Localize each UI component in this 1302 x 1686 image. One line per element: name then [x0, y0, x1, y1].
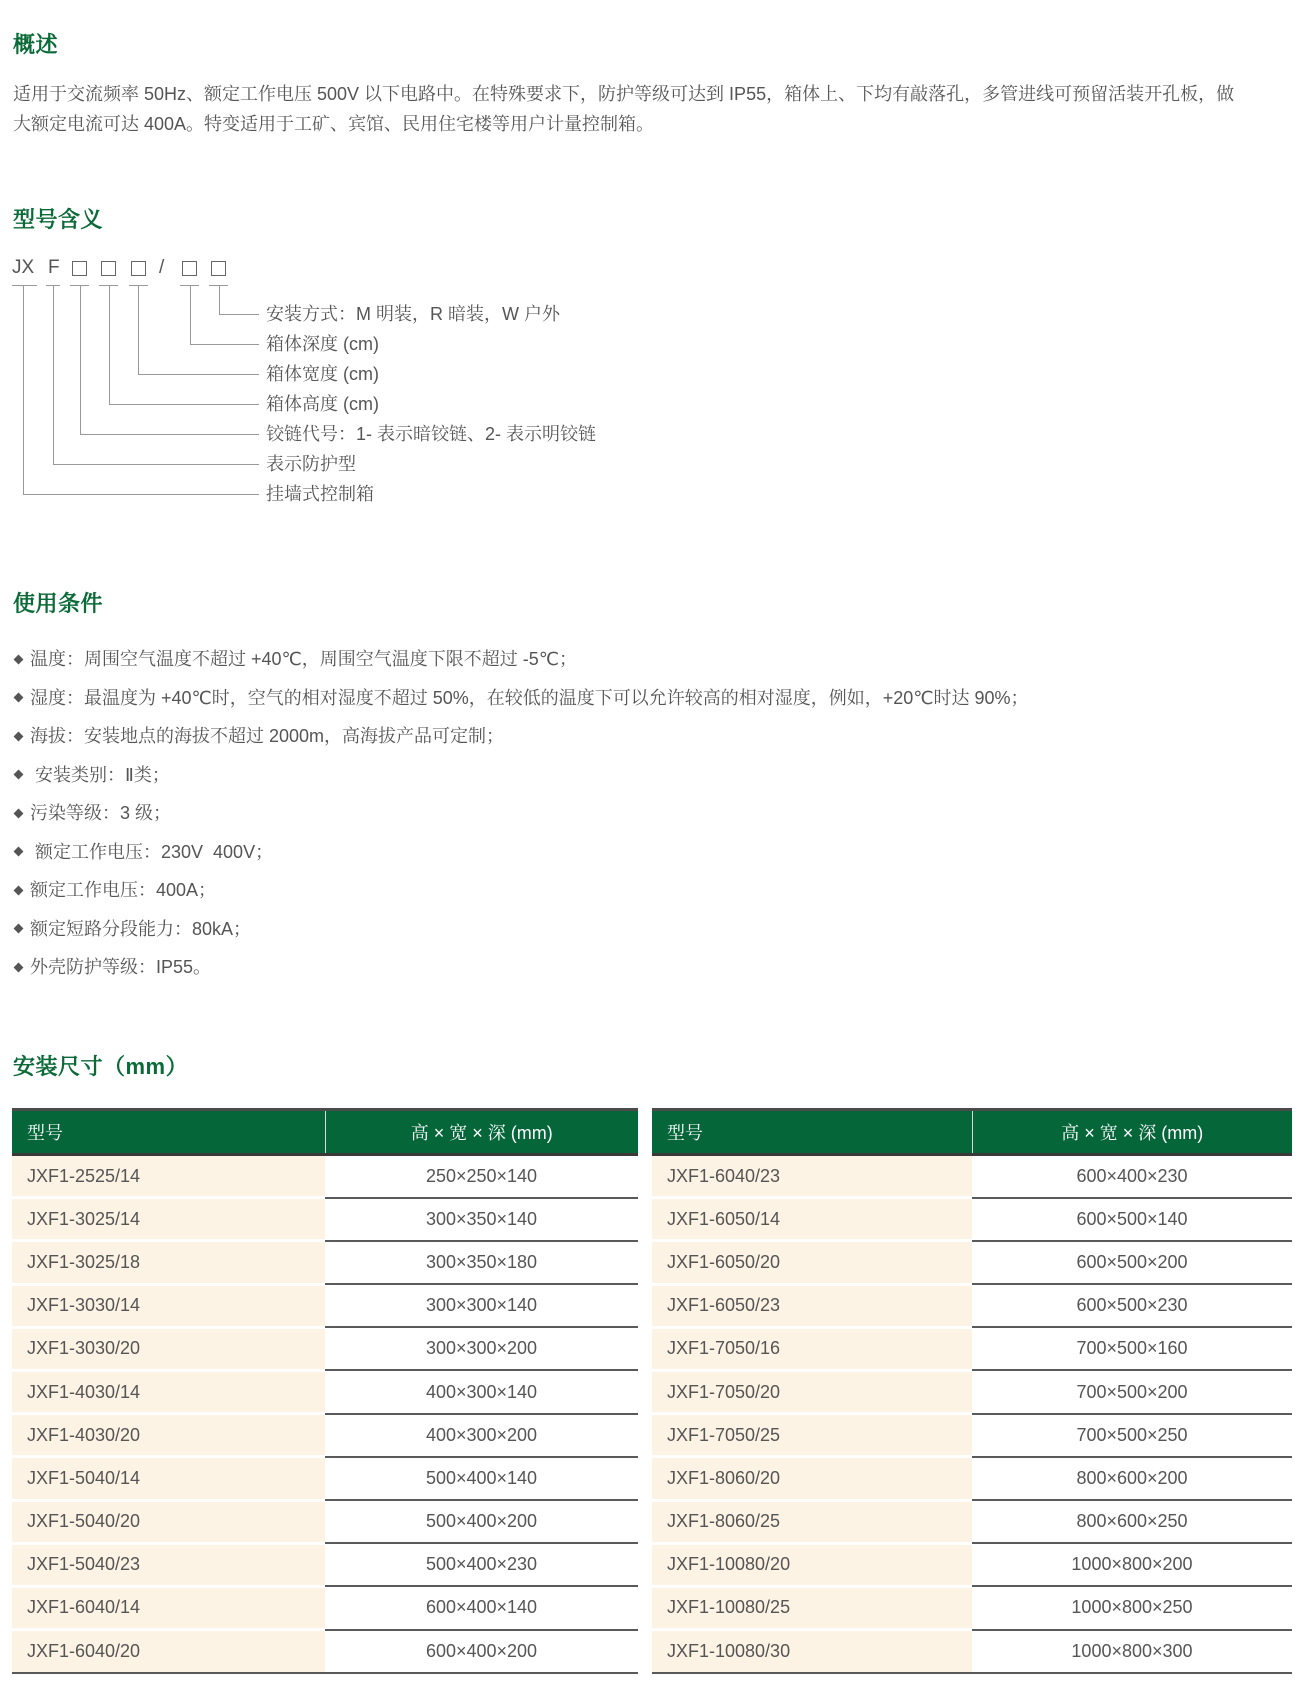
cell-size: 800×600×200 [972, 1457, 1292, 1500]
diamond-bullet-icon [14, 770, 24, 780]
code-slot-height [101, 261, 116, 276]
leader-line [190, 344, 259, 345]
leader-line [80, 286, 81, 434]
diamond-bullet-icon [14, 731, 24, 741]
condition-install-category: 安装类别：Ⅱ类； [13, 756, 1213, 795]
cell-model: JXF1-6050/23 [652, 1284, 972, 1327]
cell-model: JXF1-3030/20 [12, 1327, 325, 1370]
cell-size: 400×300×140 [325, 1370, 638, 1413]
cell-size: 600×500×200 [972, 1241, 1292, 1284]
leader-line [109, 286, 110, 404]
code-slot-width [131, 261, 146, 276]
cell-size: 1000×800×200 [972, 1543, 1292, 1586]
model-code-diagram [0, 255, 700, 515]
label-wall-mounted: 挂墙式控制箱 [266, 484, 374, 504]
cell-size: 600×400×140 [325, 1586, 638, 1629]
cell-model: JXF1-10080/20 [652, 1543, 972, 1586]
cell-model: JXF1-6040/14 [12, 1586, 325, 1629]
cell-size: 700×500×200 [972, 1370, 1292, 1413]
code-prefix: JX [12, 257, 35, 278]
underline [12, 285, 37, 286]
code-slot-depth [182, 261, 197, 276]
cell-model: JXF1-5040/14 [12, 1457, 325, 1500]
cell-size: 500×400×230 [325, 1543, 638, 1586]
cell-model: JXF1-6050/14 [652, 1198, 972, 1241]
code-f: F [48, 257, 60, 278]
label-width: 箱体宽度 (cm) [266, 364, 379, 384]
leader-line [23, 494, 259, 495]
code-slot-mounting [211, 261, 226, 276]
cell-size: 500×400×140 [325, 1457, 638, 1500]
table-row [652, 1543, 1292, 1586]
table-row [652, 1327, 1292, 1370]
table-row [12, 1370, 638, 1413]
leader-line [138, 286, 139, 374]
leader-line [219, 314, 259, 315]
leader-line [53, 464, 259, 465]
leader-line [138, 374, 259, 375]
table-row [652, 1500, 1292, 1543]
leader-line [53, 286, 54, 464]
overview-title: 概述 [13, 32, 59, 57]
table-row [652, 1198, 1292, 1241]
table-body [652, 1155, 1292, 1673]
diamond-bullet-icon [14, 962, 24, 972]
cell-model: JXF1-4030/20 [12, 1414, 325, 1457]
overview-line: 大额定电流可达 400A。特变适用于工矿、宾馆、民用住宅楼等用户计量控制箱。 [13, 114, 655, 134]
cell-model: JXF1-3030/14 [12, 1284, 325, 1327]
table-row [652, 1241, 1292, 1284]
code-slash: / [159, 257, 165, 278]
diamond-bullet-icon [14, 847, 24, 857]
table-row [12, 1543, 638, 1586]
conditions-list [13, 640, 1213, 987]
cell-model: JXF1-3025/14 [12, 1198, 325, 1241]
leader-line [219, 286, 220, 314]
diamond-bullet-icon [14, 654, 24, 664]
table-row [12, 1586, 638, 1629]
condition-enclosure-protection: 外壳防护等级：IP55。 [13, 948, 1213, 987]
diamond-bullet-icon [14, 885, 24, 895]
cell-model: JXF1-7050/20 [652, 1370, 972, 1413]
table-row [652, 1284, 1292, 1327]
cell-model: JXF1-8060/25 [652, 1500, 972, 1543]
column-header-model: 型号 [12, 1110, 325, 1155]
leader-line [23, 286, 24, 494]
model-meaning-title: 型号含义 [13, 207, 104, 232]
overview-paragraph [13, 79, 1293, 139]
overview-line: 适用于交流频率 50Hz、额定工作电压 500V 以下电路中。在特殊要求下，防护等级可达到 IP55，箱体上、下均有敲落孔，多管进线可预留活装开孔板，做 [13, 84, 1235, 104]
cell-model: JXF1-6040/20 [12, 1630, 325, 1673]
dimensions-table-left [12, 1108, 638, 1674]
cell-model: JXF1-7050/16 [652, 1327, 972, 1370]
condition-pollution: 污染等级：3 级； [13, 794, 1213, 833]
column-header-size: 高 × 宽 × 深 (mm) [325, 1110, 638, 1155]
table-row [652, 1630, 1292, 1673]
table-row [652, 1457, 1292, 1500]
table-row [652, 1586, 1292, 1629]
condition-rated-current: 额定工作电压：400A； [13, 871, 1213, 910]
cell-size: 700×500×160 [972, 1327, 1292, 1370]
label-hinge: 铰链代号：1- 表示暗铰链、2- 表示明铰链 [266, 424, 597, 444]
cell-model: JXF1-10080/30 [652, 1630, 972, 1673]
column-header-model: 型号 [652, 1110, 972, 1155]
leader-line [190, 286, 191, 344]
condition-rated-voltage: 额定工作电压：230V 400V； [13, 833, 1213, 872]
table-header-row [652, 1110, 1292, 1155]
cell-size: 600×400×230 [972, 1155, 1292, 1198]
dimensions-table-right [652, 1108, 1292, 1674]
condition-altitude: 海拔：安装地点的海拔不超过 2000m，高海拔产品可定制； [13, 717, 1213, 756]
table-row [652, 1155, 1292, 1198]
condition-breaking-capacity: 额定短路分段能力：80kA； [13, 910, 1213, 949]
diamond-bullet-icon [14, 693, 24, 703]
cell-model: JXF1-8060/20 [652, 1457, 972, 1500]
table-row [12, 1457, 638, 1500]
cell-size: 700×500×250 [972, 1414, 1292, 1457]
label-mounting: 安装方式：M 明装，R 暗装，W 户外 [266, 304, 560, 324]
cell-size: 1000×800×250 [972, 1586, 1292, 1629]
table-row [652, 1414, 1292, 1457]
label-depth: 箱体深度 (cm) [266, 334, 379, 354]
cell-model: JXF1-10080/25 [652, 1586, 972, 1629]
diamond-bullet-icon [14, 808, 24, 818]
cell-size: 600×500×230 [972, 1284, 1292, 1327]
table-row [12, 1414, 638, 1457]
leader-line [109, 404, 259, 405]
cell-size: 400×300×200 [325, 1414, 638, 1457]
table-row [12, 1155, 638, 1198]
cell-size: 600×500×140 [972, 1198, 1292, 1241]
table-row [12, 1198, 638, 1241]
code-slot-hinge [72, 261, 87, 276]
cell-model: JXF1-5040/20 [12, 1500, 325, 1543]
table-row [12, 1500, 638, 1543]
cell-size: 250×250×140 [325, 1155, 638, 1198]
cell-size: 300×350×140 [325, 1198, 638, 1241]
cell-size: 1000×800×300 [972, 1630, 1292, 1673]
condition-humidity: 湿度：最温度为 +40℃时，空气的相对湿度不超过 50%，在较低的温度下可以允许较高的相对湿度，例如，+20℃时达 90%； [13, 679, 1213, 718]
leader-line [80, 434, 259, 435]
column-header-size: 高 × 宽 × 深 (mm) [972, 1110, 1292, 1155]
cell-model: JXF1-5040/23 [12, 1543, 325, 1586]
dimensions-title: 安装尺寸（mm） [13, 1054, 189, 1079]
cell-size: 300×350×180 [325, 1241, 638, 1284]
cell-size: 300×300×140 [325, 1284, 638, 1327]
cell-model: JXF1-6050/20 [652, 1241, 972, 1284]
cell-model: JXF1-4030/14 [12, 1370, 325, 1413]
cell-size: 800×600×250 [972, 1500, 1292, 1543]
conditions-title: 使用条件 [13, 591, 104, 616]
condition-temperature: 温度：周围空气温度不超过 +40℃，周围空气温度下限不超过 -5℃； [13, 640, 1213, 679]
table-header-row [12, 1110, 638, 1155]
table-row [12, 1327, 638, 1370]
cell-model: JXF1-3025/18 [12, 1241, 325, 1284]
cell-size: 600×400×200 [325, 1630, 638, 1673]
cell-size: 300×300×200 [325, 1327, 638, 1370]
table-row [12, 1284, 638, 1327]
cell-size: 500×400×200 [325, 1500, 638, 1543]
diamond-bullet-icon [14, 924, 24, 934]
table-body [12, 1155, 638, 1673]
label-height: 箱体高度 (cm) [266, 394, 379, 414]
table-row [12, 1241, 638, 1284]
table-row [652, 1370, 1292, 1413]
table-row [12, 1630, 638, 1673]
label-protection: 表示防护型 [266, 454, 356, 474]
cell-model: JXF1-7050/25 [652, 1414, 972, 1457]
cell-model: JXF1-2525/14 [12, 1155, 325, 1198]
cell-model: JXF1-6040/23 [652, 1155, 972, 1198]
